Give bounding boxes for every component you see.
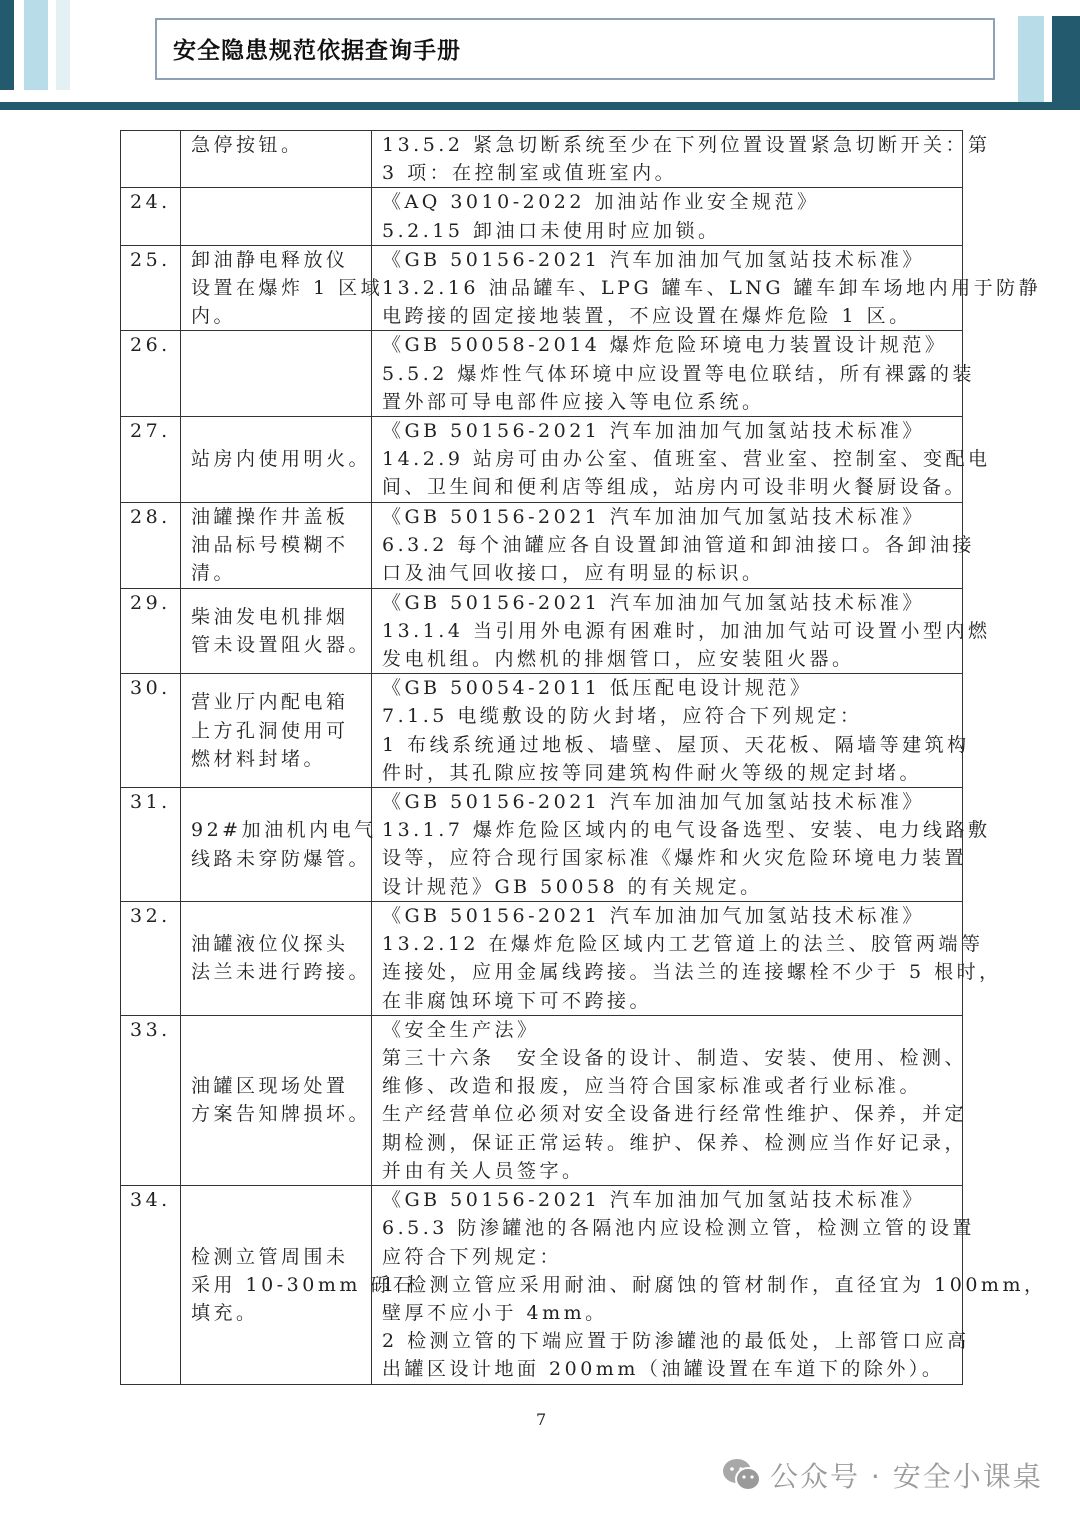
hazard-description bbox=[181, 503, 372, 589]
header-bar-left-dark bbox=[0, 0, 14, 90]
basis-line: 在非腐蚀环境下可不跨接。 bbox=[382, 989, 653, 1012]
basis-line: 期检测，保证正常运转。维护、保养、检测应当作好记录， bbox=[382, 1131, 968, 1154]
table-row bbox=[121, 788, 963, 902]
basis-line: 设等，应符合现行国家标准《爆炸和火灾危险环境电力装置 bbox=[382, 847, 968, 870]
basis-line: 电跨接的固定接地装置，不应设置在爆炸危险 1 区。 bbox=[382, 305, 912, 328]
table-row bbox=[121, 503, 963, 589]
basis-line: 13.2.16 油品罐车、LPG 罐车、LNG 罐车卸车场地内用于防静 bbox=[382, 277, 1042, 300]
row-number: 30. bbox=[121, 674, 181, 788]
hazard-line: 油罐操作井盖板 bbox=[191, 506, 349, 529]
hazard-line: 卸油静电释放仪 bbox=[191, 248, 349, 271]
row-number: 32. bbox=[121, 902, 181, 1016]
hazard-description bbox=[181, 131, 372, 188]
row-number: 34. bbox=[121, 1186, 181, 1384]
basis-line: 1 检测立管应采用耐油、耐腐蚀的管材制作，直径宜为 100mm， bbox=[382, 1273, 1047, 1296]
basis-line: 置外部可导电部件应接入等电位系统。 bbox=[382, 390, 765, 413]
hazard-line: 采用 10-30mm 砾石 bbox=[191, 1273, 416, 1296]
table-row bbox=[121, 588, 963, 674]
basis-line: 《GB 50054-2011 低压配电设计规范》 bbox=[382, 677, 813, 700]
regulation-basis bbox=[372, 1015, 968, 1185]
hazard-description bbox=[181, 417, 372, 503]
row-number: 26. bbox=[121, 331, 181, 417]
basis-line: 7.1.5 电缆敷设的防火封堵，应符合下列规定： bbox=[382, 705, 863, 728]
basis-line: 生产经营单位必须对安全设备进行经常性维护、保养，并定 bbox=[382, 1103, 968, 1126]
hazard-line: 急停按钮。 bbox=[191, 134, 304, 156]
hazard-line: 管未设置阻火器。 bbox=[191, 633, 372, 656]
header-bar-left-pale bbox=[56, 0, 70, 90]
row-number: 24. bbox=[121, 188, 181, 245]
basis-line: 《GB 50156-2021 汽车加油加气加氢站技术标准》 bbox=[382, 591, 925, 614]
table-row bbox=[121, 902, 963, 1016]
basis-line: 口及油气回收接口，应有明显的标识。 bbox=[382, 562, 765, 585]
hazard-description bbox=[181, 245, 384, 331]
basis-line: 13.1.7 爆炸危险区域内的电气设备选型、安装、电力线路敷 bbox=[382, 819, 991, 842]
row-number: 28. bbox=[121, 503, 181, 589]
hazard-description bbox=[181, 588, 372, 674]
regulation-basis bbox=[372, 417, 991, 503]
header-bar-right-light bbox=[1018, 16, 1044, 108]
header-underline bbox=[0, 102, 1080, 110]
row-number: 27. bbox=[121, 417, 181, 503]
basis-line: 发电机组。内燃机的排烟管口，应安装阻火器。 bbox=[382, 648, 855, 671]
hazard-line: 法兰未进行跨接。 bbox=[191, 961, 372, 984]
wechat-icon bbox=[722, 1458, 762, 1492]
hazard-description bbox=[181, 1015, 372, 1185]
table-row bbox=[121, 1015, 963, 1185]
regulation-basis bbox=[372, 674, 970, 788]
row-number: 33. bbox=[121, 1015, 181, 1185]
basis-line: 《AQ 3010-2022 加油站作业安全规范》 bbox=[382, 191, 820, 214]
basis-line: 件时，其孔隙应按等同建筑构件耐火等级的规定封堵。 bbox=[382, 761, 923, 784]
basis-line: 《GB 50156-2021 汽车加油加气加氢站技术标准》 bbox=[382, 420, 925, 443]
hazard-description bbox=[181, 674, 372, 788]
hazard-description bbox=[181, 1186, 416, 1384]
regulation-basis bbox=[372, 331, 975, 417]
regulation-basis bbox=[372, 503, 975, 589]
hazard-line: 油罐液位仪探头 bbox=[191, 933, 349, 956]
watermark bbox=[722, 1455, 1043, 1495]
basis-line: 《GB 50156-2021 汽车加油加气加氢站技术标准》 bbox=[382, 905, 925, 928]
basis-line: 《GB 50156-2021 汽车加油加气加氢站技术标准》 bbox=[382, 248, 925, 271]
basis-line: 《GB 50156-2021 汽车加油加气加氢站技术标准》 bbox=[382, 1189, 925, 1212]
row-number bbox=[121, 131, 181, 188]
hazard-line: 线路未穿防爆管。 bbox=[191, 847, 372, 870]
regulation-basis bbox=[372, 188, 963, 245]
regulation-basis bbox=[372, 588, 991, 674]
hazard-line: 上方孔洞使用可 bbox=[191, 719, 349, 742]
basis-line: 《GB 50058-2014 爆炸危险环境电力装置设计规范》 bbox=[382, 334, 948, 357]
hazard-description bbox=[181, 788, 377, 902]
basis-line: 《GB 50156-2021 汽车加油加气加氢站技术标准》 bbox=[382, 791, 925, 814]
basis-line: 壁厚不应小于 4mm。 bbox=[382, 1301, 608, 1324]
header-title-box bbox=[155, 18, 995, 80]
basis-line: 《安全生产法》 bbox=[382, 1018, 540, 1041]
regulation-basis bbox=[372, 131, 991, 188]
basis-line: 并由有关人员签字。 bbox=[382, 1159, 585, 1182]
hazard-line: 营业厅内配电箱 bbox=[191, 691, 349, 714]
regulation-basis bbox=[372, 1186, 1047, 1384]
hazard-line: 内。 bbox=[191, 305, 237, 328]
hazard-line: 柴油发电机排烟 bbox=[191, 605, 349, 628]
basis-line: 13.5.2 紧急切断系统至少在下列位置设置紧急切断开关：第 bbox=[382, 134, 991, 156]
basis-line: 《GB 50156-2021 汽车加油加气加氢站技术标准》 bbox=[382, 506, 925, 529]
basis-line: 维修、改造和报废，应当符合国家标准或者行业标准。 bbox=[382, 1075, 923, 1098]
basis-line: 连接处，应用金属线跨接。当法兰的连接螺栓不少于 5 根时， bbox=[382, 961, 1002, 984]
watermark-text: 公众号 · 安全小课桌 bbox=[770, 1460, 1043, 1493]
table-row bbox=[121, 188, 963, 245]
hazard-line: 燃材料封堵。 bbox=[191, 747, 327, 770]
basis-line: 间、卫生间和便利店等组成，站房内可设非明火餐厨设备。 bbox=[382, 476, 968, 499]
hazard-line: 油品标号模糊不 bbox=[191, 534, 349, 557]
page-number: 7 bbox=[536, 1410, 547, 1429]
table-row bbox=[121, 331, 963, 417]
hazard-line: 设置在爆炸 1 区域 bbox=[191, 277, 384, 300]
basis-line: 5.5.2 爆炸性气体环境中应设置等电位联结，所有裸露的装 bbox=[382, 362, 975, 385]
hazard-line: 92#加油机内电气 bbox=[191, 819, 377, 842]
basis-line: 13.2.12 在爆炸危险区域内工艺管道上的法兰、胶管两端等 bbox=[382, 933, 984, 956]
basis-line: 3 项：在控制室或值班室内。 bbox=[382, 162, 678, 185]
hazard-line: 填充。 bbox=[191, 1301, 259, 1324]
basis-line: 5.2.15 卸油口未使用时应加锁。 bbox=[382, 219, 721, 242]
row-number: 29. bbox=[121, 588, 181, 674]
basis-line: 设计规范》GB 50058 的有关规定。 bbox=[382, 875, 763, 898]
basis-line: 应符合下列规定： bbox=[382, 1245, 563, 1268]
basis-line: 第三十六条 安全设备的设计、制造、安装、使用、检测、 bbox=[382, 1047, 968, 1070]
regulation-basis bbox=[372, 788, 991, 902]
regulation-basis bbox=[372, 245, 1042, 331]
hazard-description bbox=[181, 331, 372, 417]
header-bar-right-dark bbox=[1052, 16, 1080, 108]
basis-line: 1 布线系统通过地板、墙壁、屋顶、天花板、隔墙等建筑构 bbox=[382, 733, 970, 756]
basis-line: 2 检测立管的下端应置于防渗罐池的最低处，上部管口应高 bbox=[382, 1330, 970, 1353]
hazard-line: 检测立管周围未 bbox=[191, 1245, 349, 1268]
table-row bbox=[121, 245, 963, 331]
table-row bbox=[121, 131, 963, 188]
table-row bbox=[121, 417, 963, 503]
basis-line: 出罐区设计地面 200mm（油罐设置在车道下的除外）。 bbox=[382, 1358, 945, 1381]
basis-line: 6.3.2 每个油罐应各自设置卸油管道和卸油接口。各卸油接 bbox=[382, 534, 975, 557]
hazard-line: 油罐区现场处置 bbox=[191, 1075, 349, 1098]
hazard-description bbox=[181, 902, 372, 1016]
hazard-line: 站房内使用明火。 bbox=[191, 448, 372, 471]
regulation-basis bbox=[372, 902, 1002, 1016]
table-row bbox=[121, 674, 963, 788]
document-title: 安全隐患规范依据查询手册 bbox=[173, 38, 461, 64]
header-bar-left-light bbox=[24, 0, 48, 90]
hazard-table bbox=[120, 130, 1047, 1385]
basis-line: 14.2.9 站房可由办公室、值班室、营业室、控制室、变配电 bbox=[382, 448, 991, 471]
row-number: 31. bbox=[121, 788, 181, 902]
table-row bbox=[121, 1186, 963, 1384]
basis-line: 13.1.4 当引用外电源有困难时，加油加气站可设置小型内燃 bbox=[382, 619, 991, 642]
hazard-line: 清。 bbox=[191, 562, 237, 585]
row-number: 25. bbox=[121, 245, 181, 331]
hazard-description bbox=[181, 188, 372, 245]
hazard-line: 方案告知牌损坏。 bbox=[191, 1103, 372, 1126]
basis-line: 6.5.3 防渗罐池的各隔池内应设检测立管，检测立管的设置 bbox=[382, 1217, 975, 1240]
